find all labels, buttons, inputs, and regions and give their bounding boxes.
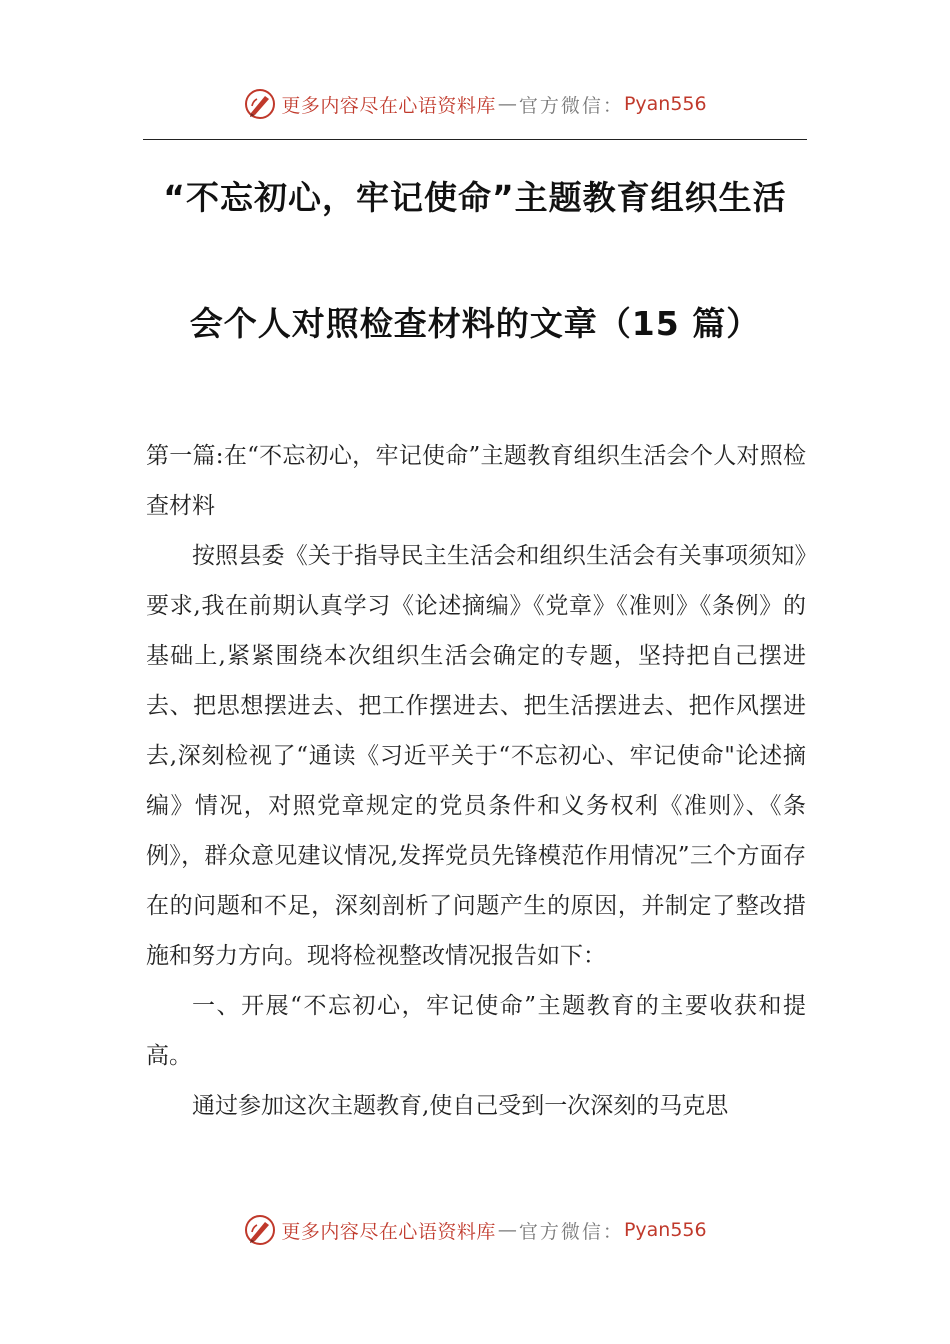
document-body bbox=[146, 431, 806, 1131]
section-heading: 第一篇:在“不忘初心，牢记使命”主题教育组织生活会个人对照检查材料 bbox=[146, 443, 806, 519]
watermark-wechat-id: Pyan556 bbox=[623, 93, 707, 115]
body-paragraph-1: 按照县委《关于指导民主生活会和组织生活会有关事项须知》要求,我在前期认真学习《论述摘编》《党章》《准则》《条例》的基础上,紧紧围绕本次组织生活会确定的专题，坚持把自己摆进去、把思想摆进去、把工作摆进去、把生活摆进去、把作风摆进去,深刻检视了“通读《习近平关于“不忘初心、牢记使命"论述摘编》情况，对照党章规定的党员条件和义务权利《准则》、《条例》，群众意见建议情况,发挥党员先锋模范作用情况”三个方面存在的问题和不足，深刻剖析了问题产生的原因，并制定了整改措施和努力方向。现将检视整改情况报告如下： bbox=[146, 543, 806, 969]
footer-watermark bbox=[0, 1210, 950, 1250]
document-title-line-2: 会个人对照检查材料的文章（15 篇） bbox=[189, 304, 761, 343]
pen-logo-icon bbox=[243, 1213, 277, 1247]
watermark-wechat-label: 官方微信： bbox=[518, 1220, 624, 1243]
document-title-line-1: “不忘初心，牢记使命”主题教育组织生活 bbox=[163, 178, 787, 217]
watermark-wechat-id: Pyan556 bbox=[623, 1219, 707, 1241]
watermark-wechat-label: 官方微信： bbox=[518, 94, 624, 117]
watermark-text: 更多内容尽在心语资料库 bbox=[281, 1220, 496, 1243]
watermark-dash: — bbox=[497, 93, 517, 115]
body-paragraph-2: 一、开展“不忘初心，牢记使命”主题教育的主要收获和提高。 bbox=[146, 993, 806, 1069]
body-paragraph-3: 通过参加这次主题教育,使自己受到一次深刻的马克思 bbox=[192, 1093, 729, 1119]
header-divider bbox=[143, 139, 807, 140]
header-watermark bbox=[0, 84, 950, 124]
watermark-text: 更多内容尽在心语资料库 bbox=[281, 94, 496, 117]
pen-logo-icon bbox=[243, 87, 277, 121]
watermark-dash: — bbox=[497, 1219, 517, 1241]
